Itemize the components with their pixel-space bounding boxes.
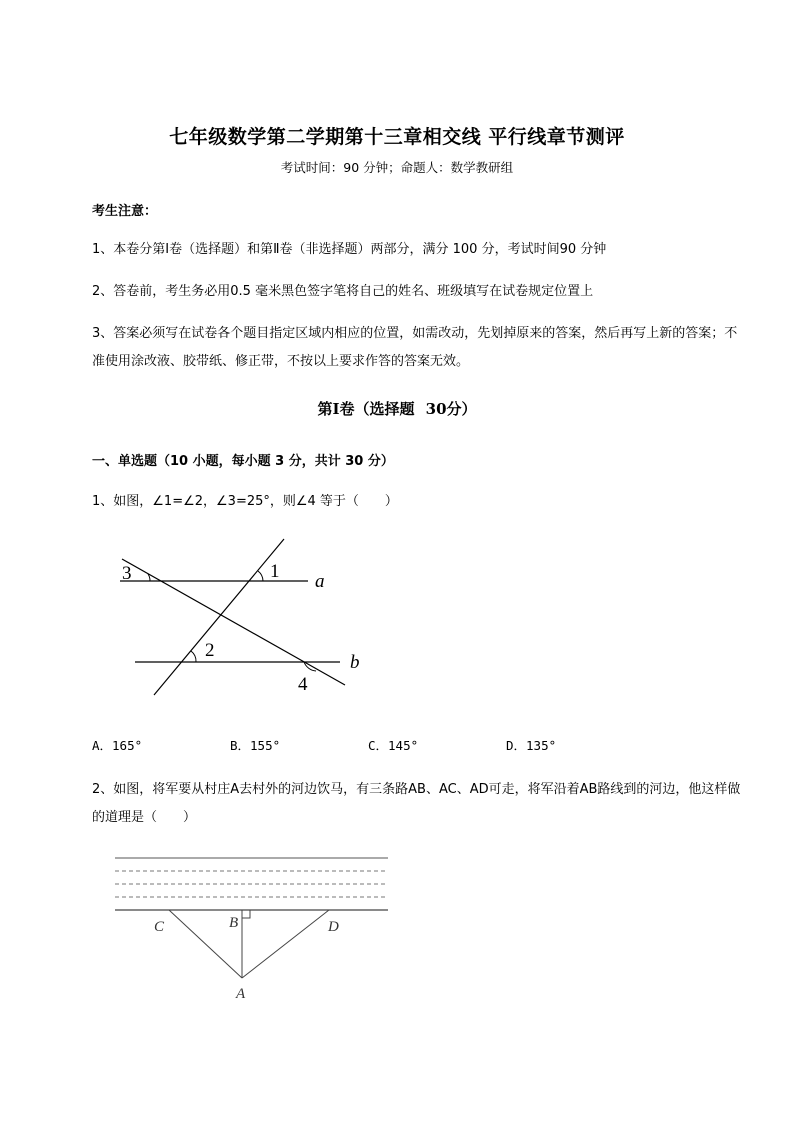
exam-title: 七年级数学第二学期第十三章相交线 平行线章节测评 — [169, 126, 625, 148]
label-a-point: A — [236, 986, 246, 1002]
label-2: 2 — [205, 640, 215, 661]
angle-2-arc — [191, 651, 196, 662]
right-angle-marker — [242, 910, 250, 918]
notice-item-2: 2、答卷前，考生务必用0.5 毫米黑色签字笔将自己的姓名、班级填写在试卷规定位置上 — [92, 284, 594, 299]
transversal-1 — [122, 559, 345, 685]
label-3: 3 — [122, 563, 132, 584]
part-title: 一、单选题（10 小题，每小题 3 分，共计 30 分） — [92, 454, 394, 469]
question-1-options — [92, 736, 732, 754]
label-d: D — [328, 919, 339, 935]
label-b-point: B — [229, 915, 239, 931]
section-title: 第Ⅰ卷（选择题 30分） — [317, 400, 477, 418]
notice-item-3: 3、答案必须写在试卷各个题目指定区域内相应的位置，如需改动，先划掉原来的答案，然后再写上新的答案；不准使用涂改液、胶带纸、修正带，不按以上要求作答的答案无效。 — [92, 326, 738, 369]
option-d[interactable]: D．135° — [506, 738, 557, 753]
question-1-figure — [110, 535, 370, 705]
label-a: a — [315, 571, 325, 592]
question-1-text: 1、如图，∠1=∠2，∠3=25°，则∠4 等于（ ） — [92, 494, 398, 509]
angle-1-arc — [258, 571, 263, 581]
option-c[interactable]: C．145° — [368, 738, 419, 753]
label-c: C — [154, 919, 165, 935]
question-2-text: 2、如图，将军要从村庄A去村外的河边饮马，有三条路AB、AC、AD可走，将军沿着AB路线到的河边，他这样做的道理是（ ） — [92, 782, 741, 825]
label-4: 4 — [298, 674, 308, 695]
exam-subtitle: 考试时间：90 分钟；命题人：数学教研组 — [280, 160, 514, 175]
option-a[interactable]: A．165° — [92, 738, 143, 753]
question-2-figure — [110, 850, 400, 1010]
notice-heading: 考生注意： — [92, 204, 158, 219]
label-1: 1 — [270, 561, 280, 582]
option-b[interactable]: B．155° — [230, 738, 281, 753]
path-ad — [242, 910, 329, 978]
transversal-2 — [154, 539, 284, 695]
notice-item-1: 1、本卷分第Ⅰ卷（选择题）和第Ⅱ卷（非选择题）两部分，满分 100 分，考试时间90 分钟 — [92, 242, 607, 257]
label-b: b — [350, 652, 360, 673]
